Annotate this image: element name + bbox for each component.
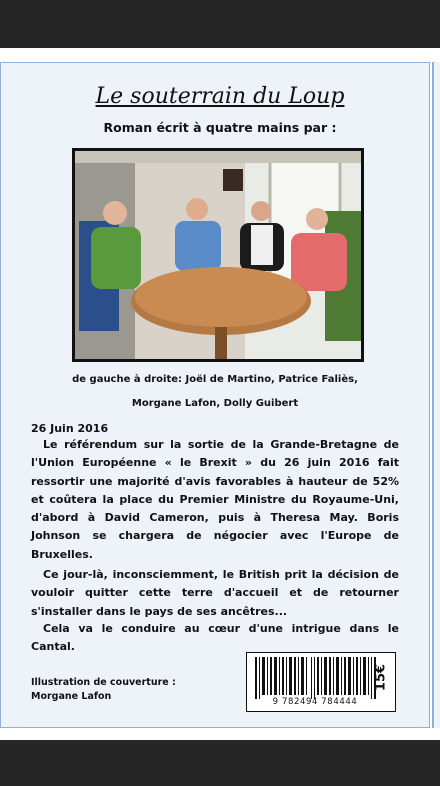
isbn-number: 9 782494 784444 xyxy=(272,697,358,707)
barcode-icon xyxy=(255,657,379,701)
authors-photo-illustration xyxy=(75,151,361,359)
illustration-author: Morgane Lafon xyxy=(31,691,112,702)
synopsis-paragraph-3: Cela va le conduire au cœur d'une intrigue dans le Cantal. xyxy=(31,622,399,654)
top-bar xyxy=(0,0,440,48)
price-label xyxy=(370,658,392,700)
story-date: 26 Juin 2016 xyxy=(31,422,109,435)
authors-photo xyxy=(72,148,364,362)
photo-caption-line-1: de gauche à droite: Joël de Martino, Patrice Faliès, xyxy=(72,374,358,385)
illustration-credit xyxy=(31,676,176,704)
book-subtitle: Roman écrit à quatre mains par : xyxy=(103,120,337,135)
adjacent-page-edge xyxy=(432,62,440,728)
price-value: 15€ xyxy=(373,663,389,692)
synopsis-paragraph-2: Ce jour-là, inconsciemment, le British prit la décision de vouloir quitter cette terre d'accueil et de retourner s'installer dans le pays de ses ancêtres... xyxy=(31,568,399,618)
photo-caption-line-2: Morgane Lafon, Dolly Guibert xyxy=(131,398,299,409)
bottom-bar xyxy=(0,740,440,786)
illustration-label: Illustration de couverture : xyxy=(31,677,176,688)
synopsis-paragraph-1: Le référendum sur la sortie de la Grande-Bretagne de l'Union Européenne « le Brexit » du 26 juin 2016 fait ressortir une majorité d'avis favorables à hauteur de 52% et coûtera la place du Premier Ministre du Royaume-Uni, d'abord à David Cameron, puis à Theresa May. Boris Johnson se chargera de négocier avec l'Europe de Bruxelles. xyxy=(31,438,399,561)
book-title: Le souterrain du Loup xyxy=(95,84,345,109)
